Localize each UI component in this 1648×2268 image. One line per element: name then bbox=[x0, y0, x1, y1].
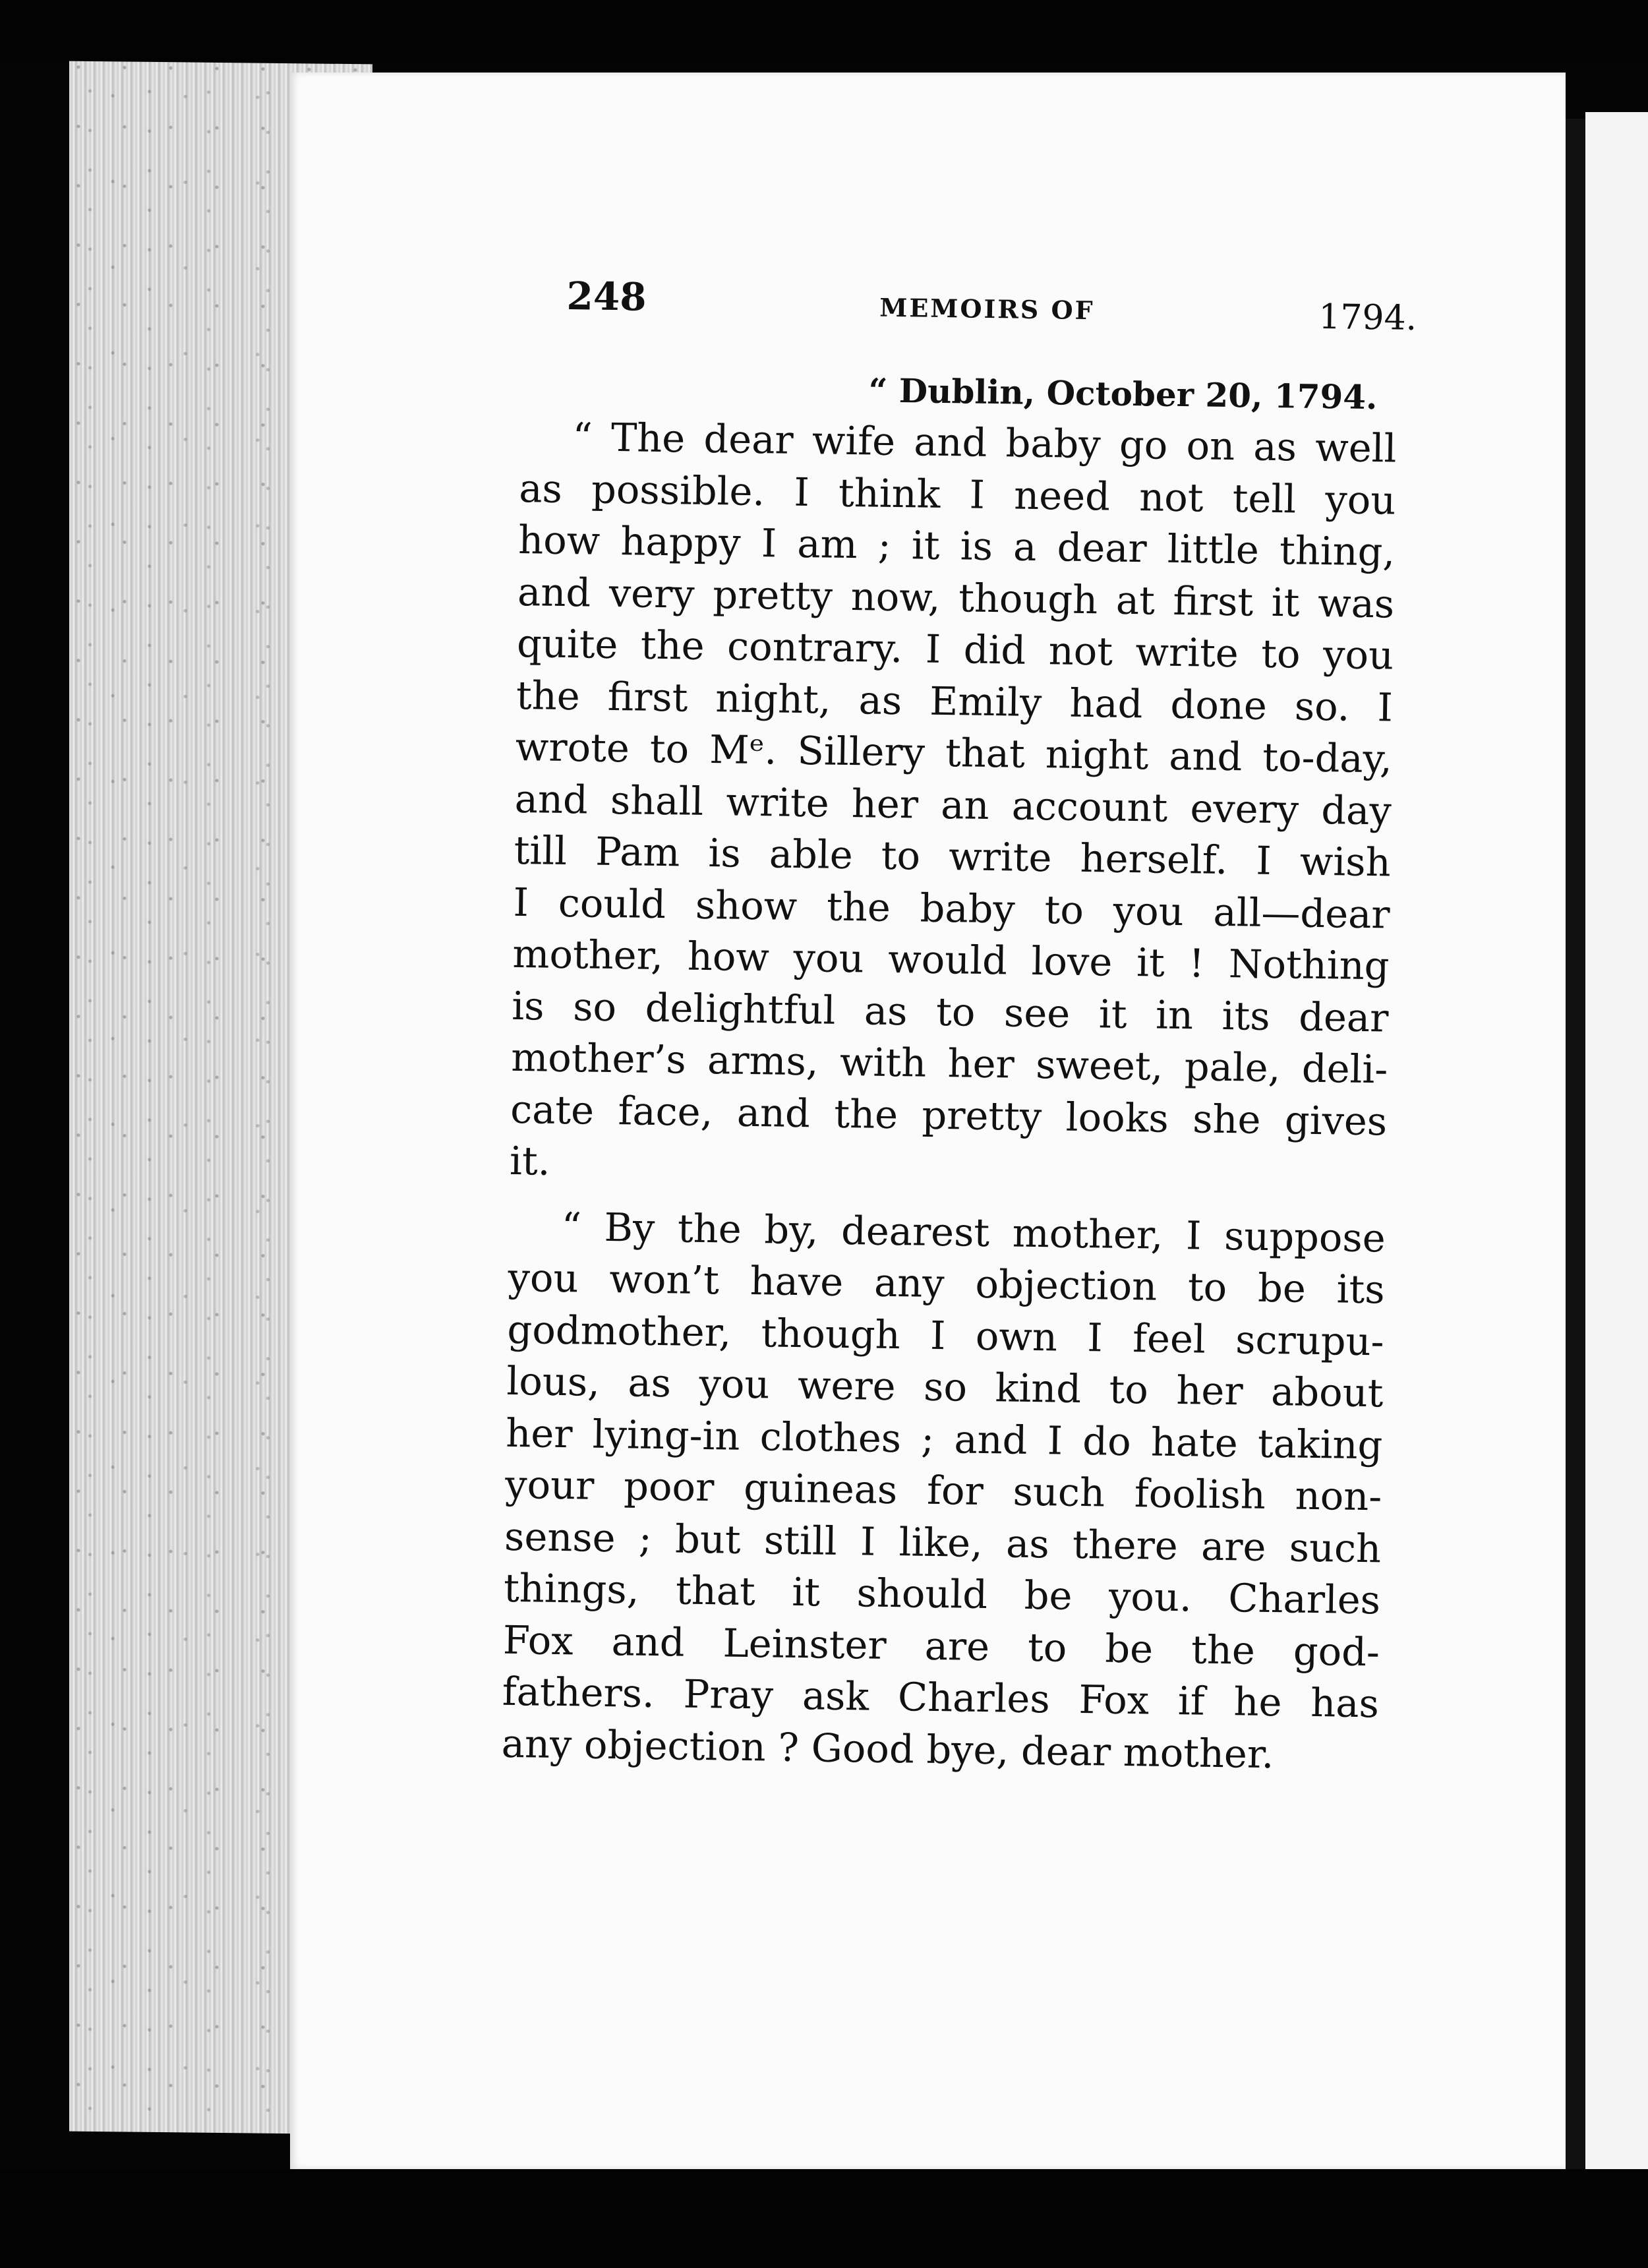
text-line: mother, how you would love it ! Nothing bbox=[512, 930, 1390, 989]
text-line: it. bbox=[509, 1137, 550, 1184]
running-head: MEMOIRS OF bbox=[879, 292, 1095, 326]
text-line: the first night, as Emily had done so. I bbox=[515, 672, 1394, 731]
text-line: till Pam is able to write herself. I wish bbox=[514, 827, 1392, 885]
paragraph-2 bbox=[501, 1200, 1386, 1781]
text-line: sense ; but still I like, as there are such bbox=[504, 1513, 1382, 1571]
text-line: any objection ? Good bye, dear mother. bbox=[501, 1720, 1274, 1777]
text-line: Fox and Leinster are to be the god- bbox=[502, 1617, 1380, 1675]
text-line: mother’s arms, with her sweet, pale, deli- bbox=[510, 1034, 1388, 1092]
text-line: is so delightful as to see it in its dear bbox=[511, 982, 1389, 1040]
paragraph-1 bbox=[510, 411, 1397, 1199]
text-line: her lying-in clothes ; and I do hate taking bbox=[505, 1410, 1383, 1468]
text-line: you won’t have any objection to be its bbox=[508, 1254, 1386, 1313]
page-number: 248 bbox=[566, 274, 647, 320]
text-line: godmother, though I own I feel scrupu- bbox=[507, 1306, 1384, 1364]
text-line: cate face, and the pretty looks she gives bbox=[510, 1086, 1388, 1144]
text-line: as possible. I think I need not tell you bbox=[518, 465, 1396, 523]
text-line: fathers. Pray ask Charles Fox if he has bbox=[502, 1668, 1380, 1727]
text-line: and very pretty now, though at first it was bbox=[517, 568, 1395, 627]
text-line: I could show the baby to you all—dear bbox=[513, 879, 1391, 937]
text-line: “ The dear wife and baby go on as well bbox=[572, 414, 1397, 471]
text-line: “ By the by, dearest mother, I suppose bbox=[561, 1203, 1386, 1261]
text-line: things, that it should be you. Charles bbox=[503, 1565, 1381, 1623]
letter-dateline: “ Dublin, October 20, 1794. bbox=[868, 371, 1378, 417]
text-line: and shall write her an account every day bbox=[514, 775, 1392, 834]
text-line: quite the contrary. I did not write to you bbox=[516, 620, 1394, 678]
header-year: 1794. bbox=[1318, 297, 1417, 339]
text-line: wrote to Mᵉ. Sillery that night and to-day, bbox=[515, 723, 1393, 782]
text-line: how happy I am ; it is a dear little thing, bbox=[517, 516, 1396, 575]
text-line: lous, as you were so kind to her about bbox=[506, 1358, 1384, 1416]
page-header bbox=[566, 274, 1417, 338]
text-line: your poor guineas for such foolish non- bbox=[504, 1461, 1382, 1520]
letter-body bbox=[501, 366, 1398, 1781]
